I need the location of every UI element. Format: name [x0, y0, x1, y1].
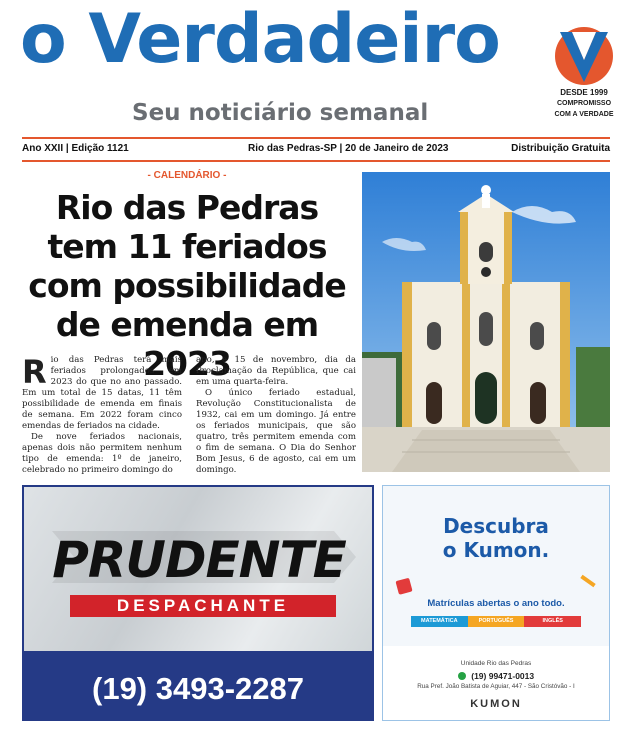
newspaper-tagline: Seu noticiário semanal [132, 100, 429, 126]
kumon-phone-number: (19) 99471-0013 [471, 671, 535, 681]
kumon-headline-line1: Descubra [443, 514, 549, 538]
church-photo [362, 172, 610, 472]
paragraph: ano, e 15 de novembro, dia da Proclamação da República, que cai em uma quarta-feira. [196, 355, 356, 387]
section-kicker: - CALENDÁRIO - [147, 170, 227, 181]
book-icon [395, 576, 415, 596]
logo-since: DESDE 1999 [560, 88, 608, 97]
issue-bar [22, 142, 610, 158]
article-column-1 [22, 355, 182, 476]
newspaper-title: o Verdadeiro [20, 0, 500, 79]
kumon-headline [383, 514, 609, 562]
masthead [0, 0, 630, 140]
article-column-2 [196, 355, 356, 476]
place-date: Rio das Pedras-SP | 20 de Janeiro de 2023 [248, 143, 449, 154]
logo-motto-line1: COMPROMISSO [556, 100, 612, 107]
subject-portuguese: PORTUGUÊS [468, 616, 525, 627]
kumon-logo: KUMON [470, 698, 522, 710]
bottom-divider [22, 160, 610, 162]
despachante-label: DESPACHANTE [70, 595, 336, 617]
kumon-subjects [411, 616, 581, 627]
logo-motto-line2: COM A VERDADE [554, 111, 614, 118]
drop-cap: R [22, 353, 47, 391]
prudente-wordmark: PRUDENTE [52, 531, 346, 587]
kumon-enroll-text: Matrículas abertas o ano todo. [427, 598, 565, 609]
top-divider [22, 137, 610, 139]
kumon-unit: Unidade Rio das Pedras [460, 660, 532, 667]
whatsapp-icon [458, 672, 466, 680]
prudente-phone[interactable]: (19) 3493-2287 [92, 671, 304, 706]
kumon-phone[interactable] [383, 671, 609, 681]
prudente-ad[interactable] [22, 485, 374, 721]
v-logo-icon [552, 26, 616, 86]
prudente-logo [34, 527, 364, 587]
issue-number: Ano XXII | Edição 1121 [22, 143, 129, 154]
paragraph: O único feriado estadual, Revolução Constitucionalista de 1932, cai em um domingo. Já entre os feriados municipais, que são quatro, três permitem emenda com o fim de semana. O Dia do Senhor Bom Jesus, 6 de agosto, cai em um domingo. [196, 388, 356, 475]
article-headline: Rio das Pedras tem 11 feriados com possibilidade de emenda em 2023 [28, 188, 346, 383]
kumon-address: Rua Pref. João Batista de Aguiar, 447 - São Cristóvão - I [417, 683, 575, 690]
newspaper-logo [544, 26, 624, 130]
subject-math: MATEMÁTICA [411, 616, 468, 627]
pencil-icon [577, 570, 599, 592]
distribution-note: Distribuição Gratuita [511, 143, 610, 154]
subject-english: INGLÊS [524, 616, 581, 627]
paragraph: io das Pedras terá mais feriados prolongados em 2023 do que no ano passado. Em um total de 15 datas, 11 têm possibilidade de emenda em finais de semana. Em 2022 foram cinco emendas de feriados na cidade. [22, 355, 182, 431]
kumon-headline-line2: o Kumon. [442, 538, 550, 562]
kumon-ad[interactable] [382, 485, 610, 721]
paragraph: De nove feriados nacionais, apenas dois não permitem nenhum tipo de emenda: 1º de janeiro, celebrado no primeiro domingo do [22, 432, 182, 475]
